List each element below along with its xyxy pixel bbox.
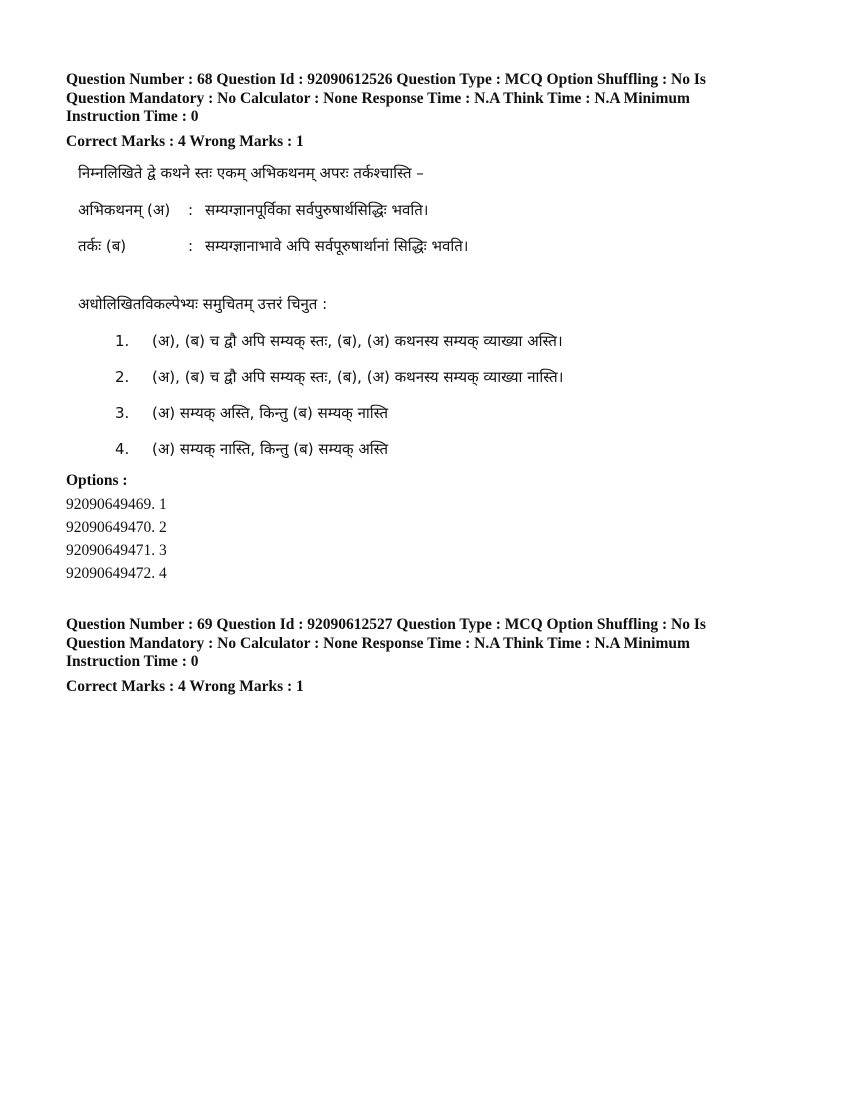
q68-option-2: 92090649470. 2	[66, 519, 167, 536]
q68-intro: निम्नलिखिते द्वे कथने स्तः एकम् अभिकथनम् अपरः तर्कश्चास्ति –	[78, 164, 424, 182]
q68-option-1: 92090649469. 1	[66, 496, 167, 513]
q68-assertion-label: अभिकथनम् (अ)	[78, 201, 171, 219]
q69-meta-line2: Question Mandatory : No Calculator : None Response Time : N.A Think Time : N.A Minimum	[66, 634, 690, 652]
q68-choice-3-number: 3.	[115, 404, 130, 422]
q68-reason-label: तर्कः (ब)	[78, 237, 127, 255]
q68-assertion-separator: :	[188, 201, 194, 219]
q69-meta-line1: Question Number : 69 Question Id : 92090612527 Question Type : MCQ Option Shuffling : No Is	[66, 616, 706, 633]
q68-option-3: 92090649471. 3	[66, 542, 167, 559]
q68-meta-line3: Instruction Time : 0	[66, 108, 199, 125]
q68-options-label: Options :	[66, 472, 128, 489]
q68-marks: Correct Marks : 4 Wrong Marks : 1	[66, 133, 304, 150]
q68-meta-line1: Question Number : 68 Question Id : 92090612526 Question Type : MCQ Option Shuffling : No Is	[66, 71, 706, 88]
q68-assertion-text: सम्यग्ज्ञानपूर्विका सर्वपुरुषार्थसिद्धिः भवति।	[205, 201, 429, 219]
q68-option-4: 92090649472. 4	[66, 565, 167, 582]
q69-meta	[66, 616, 786, 672]
q68-meta-line2: Question Mandatory : No Calculator : None Response Time : N.A Think Time : N.A Minimum	[66, 89, 690, 107]
q69-marks: Correct Marks : 4 Wrong Marks : 1	[66, 678, 304, 695]
q68-choice-4-number: 4.	[115, 440, 130, 458]
q68-meta	[66, 71, 786, 127]
q69-meta-line3: Instruction Time : 0	[66, 653, 199, 670]
q68-choice-1-text: (अ), (ब) च द्वौ अपि सम्यक् स्तः, (ब), (अ) कथनस्य सम्यक् व्याख्या अस्ति।	[152, 332, 563, 350]
q68-choice-1-number: 1.	[115, 332, 130, 350]
q68-choice-2-number: 2.	[115, 368, 130, 386]
q68-instruction: अधोलिखितविकल्पेभ्यः समुचितम् उत्तरं चिनुत :	[78, 295, 328, 313]
q68-reason-separator: :	[188, 237, 194, 255]
q68-choice-2-text: (अ), (ब) च द्वौ अपि सम्यक् स्तः, (ब), (अ) कथनस्य सम्यक् व्याख्या नास्ति।	[152, 368, 564, 386]
q68-choice-4-text: (अ) सम्यक् नास्ति, किन्तु (ब) सम्यक् अस्ति	[152, 440, 389, 458]
q68-choice-3-text: (अ) सम्यक् अस्ति, किन्तु (ब) सम्यक् नास्ति	[152, 404, 389, 422]
q68-reason-text: सम्यग्ज्ञानाभावे अपि सर्वपूरुषार्थानां सिद्धिः भवति।	[205, 237, 469, 255]
